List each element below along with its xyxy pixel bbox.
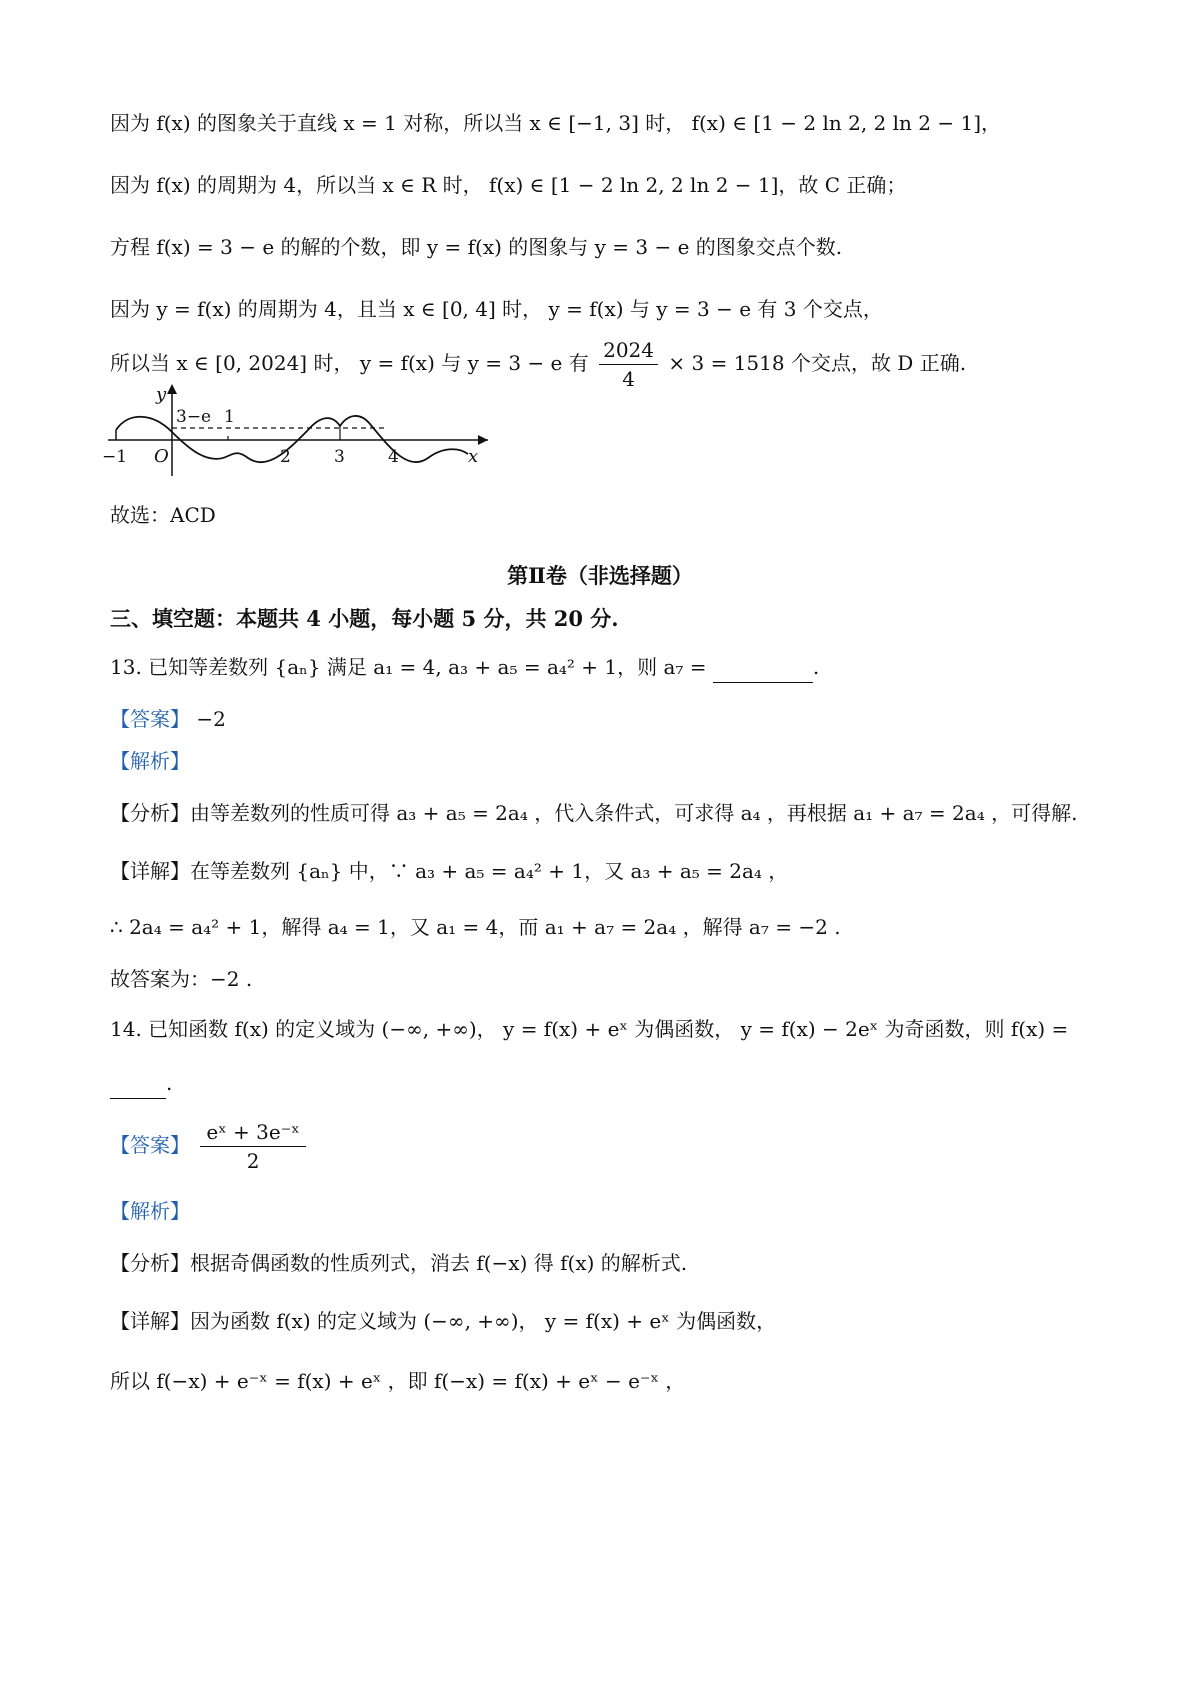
q13-question-text: 13. 已知等差数列 {aₙ} 满足 a₁ = 4, a₃ + a₅ = a₄² + 1，则 a₇ = bbox=[110, 655, 707, 679]
q13-fenxi-text: 由等差数列的性质可得 a₃ + a₅ = 2a₄ ，代入条件式，可求得 a₄ ，再根据 a₁ + a₇ = 2a₄ ，可得解. bbox=[190, 801, 1078, 825]
solution-line-4: 因为 y = f(x) 的周期为 4，且当 x ∈ [0, 4] 时， y = f(x) 与 y = 3 − e 有 3 个交点， bbox=[110, 297, 883, 321]
q13-analysis-tag: 【解析】 bbox=[110, 749, 190, 773]
x-axis-arrow-icon bbox=[478, 435, 488, 445]
y-axis-label: y bbox=[156, 384, 167, 405]
q13-answer-value: −2 bbox=[196, 707, 226, 731]
tick-label-1: 1 bbox=[224, 407, 235, 427]
q13-xiangjie-text: 在等差数列 {aₙ} 中，∵ a₃ + a₅ = a₄² + 1，又 a₃ + a₅ = 2a₄ ， bbox=[190, 859, 789, 883]
part-title: 三、填空题：本题共 4 小题，每小题 5 分，共 20 分. bbox=[110, 606, 619, 631]
solution-line-3: 方程 f(x) = 3 − e 的解的个数，即 y = f(x) 的图象与 y = 3 − e 的图象交点个数. bbox=[110, 235, 843, 259]
q13-fenxi-tag: 【分析】 bbox=[110, 801, 190, 825]
q14-answer-numerator: eˣ + 3e⁻ˣ bbox=[200, 1118, 305, 1147]
line5-suffix: × 3 = 1518 个交点，故 D 正确. bbox=[668, 351, 967, 375]
solution-line-1: 因为 f(x) 的图象关于直线 x = 1 对称，所以当 x ∈ [−1, 3] 时， f(x) ∈ [1 − 2 ln 2, 2 ln 2 − 1]， bbox=[110, 111, 1001, 135]
q13-answer-tag: 【答案】 bbox=[110, 707, 190, 731]
solution-line-5 bbox=[110, 336, 966, 393]
x-axis-label: x bbox=[468, 446, 479, 467]
q14-step2: 所以 f(−x) + e⁻ˣ = f(x) + eˣ ，即 f(−x) = f(x) + eˣ − e⁻ˣ ， bbox=[110, 1369, 686, 1393]
tick-label-2: 2 bbox=[280, 447, 291, 467]
q14-answer-blank bbox=[110, 1068, 166, 1099]
q13-period: . bbox=[812, 655, 820, 679]
fraction-denominator: 4 bbox=[622, 367, 635, 391]
q14-fenxi-line bbox=[110, 1248, 687, 1278]
q14-blank-line bbox=[110, 1068, 172, 1099]
solution-line-2: 因为 f(x) 的周期为 4，所以当 x ∈ R 时， f(x) ∈ [1 − 2 ln 2, 2 ln 2 − 1]，故 C 正确； bbox=[110, 173, 907, 197]
q14-xiangjie-text: 因为函数 f(x) 的定义域为 (−∞, +∞)， y = f(x) + eˣ 为偶函数， bbox=[190, 1309, 777, 1333]
function-curve bbox=[116, 416, 468, 462]
q14-answer-fraction bbox=[200, 1118, 305, 1175]
q13-xiangjie-tag: 【详解】 bbox=[110, 859, 190, 883]
q13-question bbox=[110, 652, 819, 683]
q14-xiangjie-line bbox=[110, 1306, 776, 1336]
q14-xiangjie-tag: 【详解】 bbox=[110, 1309, 190, 1333]
q13-fenxi-line bbox=[110, 798, 1077, 828]
q14-question: 14. 已知函数 f(x) 的定义域为 (−∞, +∞)， y = f(x) + eˣ 为偶函数， y = f(x) − 2eˣ 为奇函数，则 f(x) = bbox=[110, 1017, 1069, 1041]
q13-conclusion: 故答案为：−2 . bbox=[110, 967, 253, 991]
fraction-2024-over-4 bbox=[599, 336, 658, 393]
q14-period: . bbox=[166, 1071, 173, 1095]
fraction-numerator: 2024 bbox=[599, 336, 658, 365]
section-title: 第Ⅱ卷（非选择题） bbox=[507, 563, 693, 588]
q14-fenxi-tag: 【分析】 bbox=[110, 1251, 190, 1275]
tick-label-neg1: −1 bbox=[102, 447, 128, 467]
q13-step2: ∴ 2a₄ = a₄² + 1，解得 a₄ = 1，又 a₁ = 4，而 a₁ + a₇ = 2a₄ ，解得 a₇ = −2 . bbox=[110, 915, 841, 939]
q14-fenxi-text: 根据奇偶函数的性质列式，消去 f(−x) 得 f(x) 的解析式. bbox=[190, 1251, 688, 1275]
q13-answer-line bbox=[110, 704, 226, 734]
level-label: 3−e bbox=[176, 407, 212, 427]
choice-line: 故选：ACD bbox=[110, 503, 216, 527]
q14-answer-tag: 【答案】 bbox=[110, 1133, 190, 1157]
line5-prefix: 所以当 x ∈ [0, 2024] 时， y = f(x) 与 y = 3 − e 有 bbox=[110, 351, 589, 375]
q14-answer-denominator: 2 bbox=[246, 1149, 260, 1173]
tick-label-3: 3 bbox=[334, 447, 345, 467]
tick-label-4: 4 bbox=[388, 447, 399, 467]
q14-analysis-tag: 【解析】 bbox=[110, 1199, 190, 1223]
q13-answer-blank bbox=[713, 652, 813, 683]
origin-label: O bbox=[154, 446, 169, 467]
q14-answer-line bbox=[110, 1118, 310, 1175]
q13-xiangjie-line bbox=[110, 856, 788, 886]
